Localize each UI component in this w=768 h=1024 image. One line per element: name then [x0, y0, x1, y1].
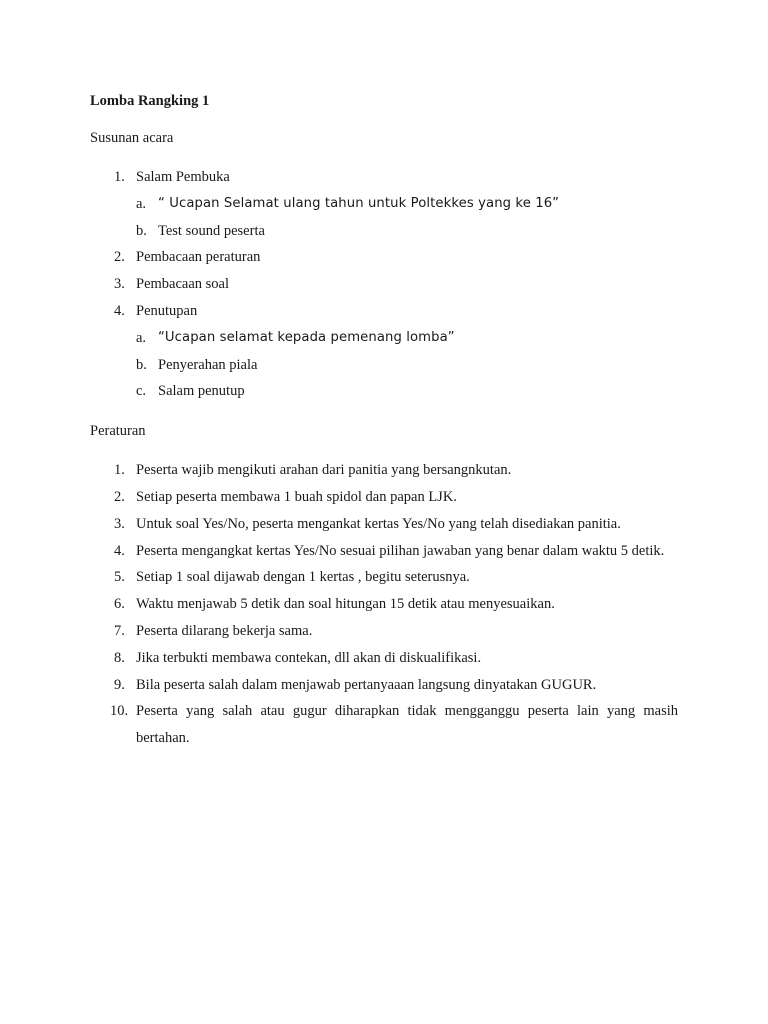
- rule-item: [90, 484, 678, 511]
- rule-item: [90, 538, 678, 565]
- list-item-text: Pembacaan soal: [136, 276, 230, 293]
- sub-list-item: [90, 378, 678, 405]
- list-item-text: Penutupan: [136, 302, 198, 319]
- sub-list-letter: a.: [136, 195, 147, 212]
- rule-number: 1.: [114, 462, 125, 479]
- sub-list: [90, 191, 678, 245]
- rule-item: [90, 511, 678, 538]
- sub-list-item-text: “ Ucapan Selamat ulang tahun untuk Poltekkes yang ke 16”: [158, 195, 560, 211]
- rule-text: Bila peserta salah dalam menjawab pertanyaaan langsung dinyatakan GUGUR.: [136, 676, 597, 693]
- rule-number: 9.: [114, 676, 125, 693]
- rule-item: [90, 698, 678, 752]
- rule-item: [90, 457, 678, 484]
- list-item: [90, 244, 678, 271]
- rule-text: Untuk soal Yes/No, peserta mengankat kertas Yes/No yang telah disediakan panitia.: [136, 515, 621, 532]
- list-number: 2.: [114, 249, 125, 266]
- rules-heading: Peraturan: [90, 423, 146, 440]
- sub-list-letter: c.: [136, 383, 147, 400]
- rule-item: [90, 564, 678, 591]
- rule-text: Peserta dilarang bekerja sama.: [136, 622, 313, 639]
- rule-number: 4.: [114, 542, 125, 559]
- rules-list: [90, 457, 678, 752]
- sub-list-letter: b.: [136, 222, 147, 239]
- rule-text: Waktu menjawab 5 detik dan soal hitungan 15 detik atau menyesuaikan.: [136, 596, 555, 613]
- rule-text: Peserta mengangkat kertas Yes/No sesuai pilihan jawaban yang benar dalam waktu 5 detik.: [136, 542, 665, 559]
- sub-list-letter: a.: [136, 329, 147, 346]
- sub-list-item: [90, 191, 678, 218]
- sub-list-container: [90, 325, 678, 405]
- rule-text: Peserta yang salah atau gugur diharapkan tidak mengganggu peserta lain yang masih bertahan.: [136, 703, 678, 747]
- sub-list-item-text: Penyerahan piala: [158, 356, 258, 373]
- rule-number: 7.: [114, 622, 125, 639]
- sub-list-item-text: Test sound peserta: [158, 222, 265, 239]
- rule-text: Jika terbukti membawa contekan, dll akan di diskualifikasi.: [136, 649, 482, 666]
- sub-list-letter: b.: [136, 356, 147, 373]
- list-item-text: Salam Pembuka: [136, 169, 230, 185]
- sub-list-item-text: “Ucapan selamat kepada pemenang lomba”: [158, 329, 455, 345]
- sub-list-item: [90, 218, 678, 245]
- rule-number: 5.: [114, 569, 125, 586]
- rule-item: [90, 591, 678, 618]
- sub-list-item: [90, 352, 678, 379]
- rule-text: Setiap peserta membawa 1 buah spidol dan papan LJK.: [136, 488, 457, 505]
- rule-number: 3.: [114, 515, 125, 532]
- document-title: Lomba Rangking 1: [90, 93, 210, 109]
- rule-number: 6.: [114, 596, 125, 613]
- rule-text: Peserta wajib mengikuti arahan dari panitia yang bersangnkutan.: [136, 462, 512, 479]
- sub-list-item: [90, 325, 678, 352]
- list-number: 1.: [114, 169, 125, 185]
- rule-item: [90, 645, 678, 672]
- sub-list-item-text: Salam penutup: [158, 383, 245, 400]
- agenda-list: [90, 164, 678, 405]
- list-number: 4.: [114, 302, 125, 319]
- sub-list-container: [90, 191, 678, 245]
- rule-number: 10.: [110, 703, 129, 720]
- list-item-text: Pembacaan peraturan: [136, 249, 261, 266]
- list-number: 3.: [114, 276, 125, 293]
- sub-list: [90, 325, 678, 405]
- rule-text: Setiap 1 soal dijawab dengan 1 kertas , begitu seterusnya.: [136, 569, 470, 586]
- list-item: [90, 164, 678, 191]
- document-page: [90, 90, 678, 752]
- rule-number: 8.: [114, 649, 125, 666]
- rule-item: [90, 672, 678, 699]
- agenda-heading: Susunan acara: [90, 130, 174, 146]
- list-item: [90, 271, 678, 298]
- rule-number: 2.: [114, 488, 125, 505]
- rule-item: [90, 618, 678, 645]
- list-item: [90, 298, 678, 325]
